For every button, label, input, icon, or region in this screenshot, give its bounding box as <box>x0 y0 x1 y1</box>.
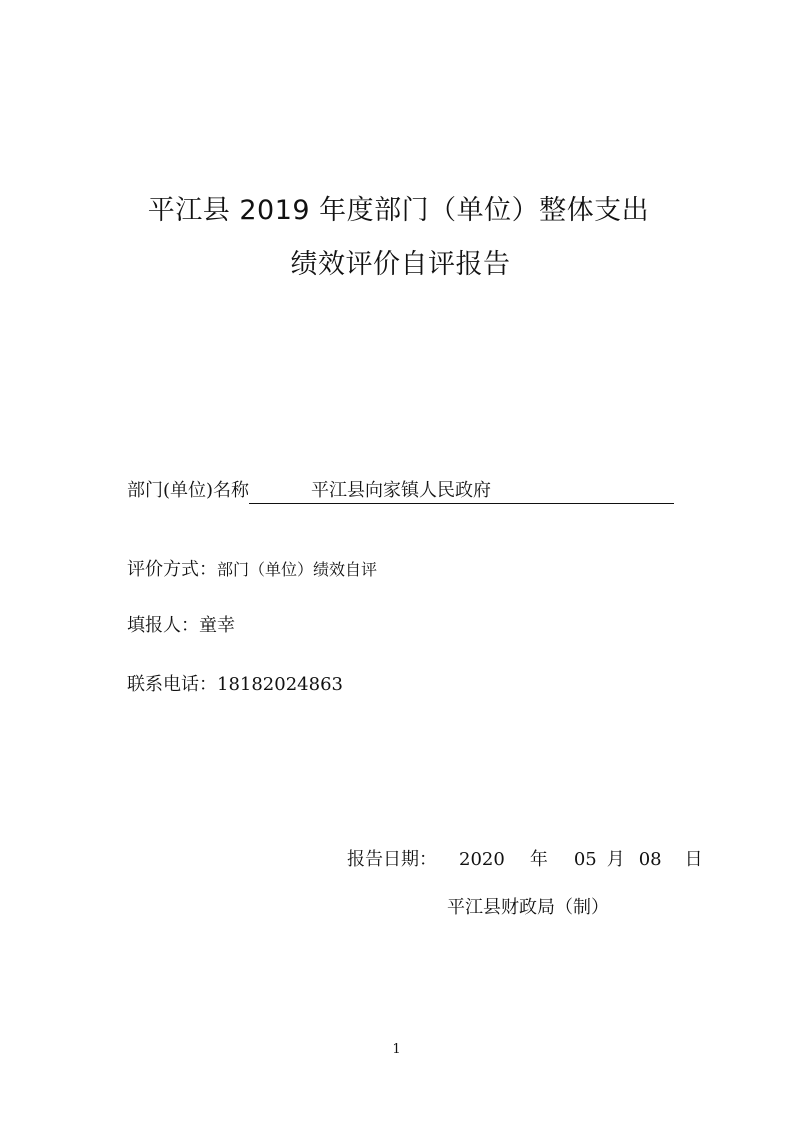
evaluation-method-value: 部门（单位）绩效自评 <box>217 560 378 579</box>
report-year: 2020 <box>459 849 505 870</box>
filler-label: 填报人： <box>127 615 199 636</box>
document-title-line-1: 平江县 2019 年度部门（单位）整体支出 <box>147 195 650 226</box>
issuer: 平江县财政局（制） <box>447 897 609 918</box>
evaluation-method-label: 评价方式： <box>127 559 217 580</box>
department-label: 部门(单位)名称 <box>127 480 250 501</box>
phone-field <box>127 670 343 696</box>
phone-value: 18182024863 <box>217 674 343 695</box>
report-month: 05 <box>573 849 597 870</box>
document-title-line-2: 绩效评价自评报告 <box>290 249 511 280</box>
filler-field <box>127 611 235 637</box>
report-date <box>347 845 703 871</box>
department-value: 平江县向家镇人民政府 <box>249 479 674 504</box>
report-year-unit: 年 <box>529 849 548 870</box>
report-month-unit: 月 <box>606 849 625 870</box>
report-day: 08 <box>638 849 662 870</box>
phone-label: 联系电话： <box>127 674 217 695</box>
report-date-label: 报告日期： <box>347 849 437 870</box>
page-number: 1 <box>392 1042 401 1057</box>
filler-value: 童幸 <box>199 615 235 636</box>
report-day-unit: 日 <box>684 849 703 870</box>
evaluation-method-field <box>127 555 377 581</box>
department-field <box>127 476 674 504</box>
